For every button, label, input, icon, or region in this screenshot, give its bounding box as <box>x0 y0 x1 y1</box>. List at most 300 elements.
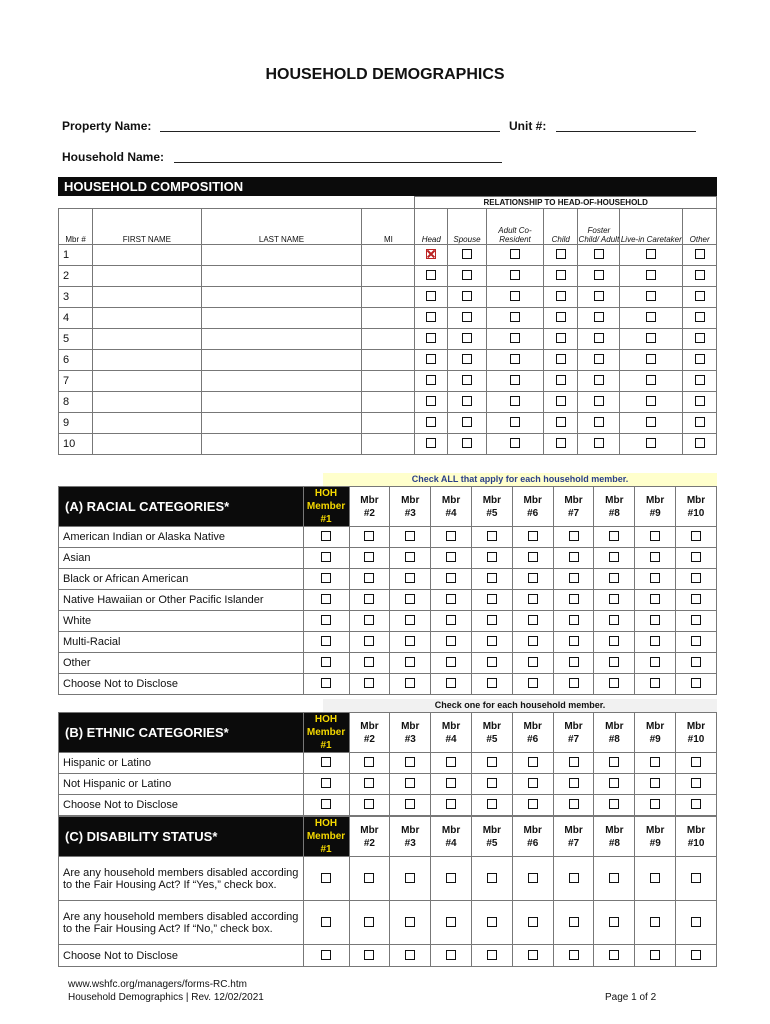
checkbox[interactable] <box>405 950 415 960</box>
checkbox[interactable] <box>528 917 538 927</box>
mbr-column <box>431 817 472 857</box>
last-name-cell[interactable] <box>201 287 362 308</box>
checkbox[interactable] <box>569 917 579 927</box>
mbr-number: #7 <box>567 733 580 745</box>
checkbox[interactable] <box>650 657 660 667</box>
checkbox[interactable] <box>487 573 497 583</box>
checkbox[interactable] <box>569 678 579 688</box>
checkbox[interactable] <box>695 291 705 301</box>
checkbox[interactable] <box>695 270 705 280</box>
checkbox[interactable] <box>426 312 436 322</box>
checkbox[interactable] <box>321 917 331 927</box>
checkbox[interactable] <box>487 594 497 604</box>
checkbox[interactable] <box>609 531 619 541</box>
mbr-number: #8 <box>608 507 620 519</box>
composition-bar <box>58 177 717 196</box>
checkbox[interactable] <box>556 375 566 385</box>
table-row <box>59 653 717 674</box>
checkbox[interactable] <box>528 615 538 625</box>
table-row <box>59 350 717 371</box>
col-rel-2: Adult Co- Resident <box>486 209 543 245</box>
checkbox[interactable] <box>569 594 579 604</box>
checkbox[interactable] <box>405 636 415 646</box>
checkbox[interactable] <box>405 573 415 583</box>
checkbox[interactable] <box>487 552 497 562</box>
checkbox[interactable] <box>364 799 374 809</box>
col-first-name: FIRST NAME <box>93 209 202 245</box>
checkbox[interactable] <box>695 312 705 322</box>
checkbox[interactable] <box>691 950 701 960</box>
row-number: 4 <box>59 308 93 329</box>
first-name-cell[interactable] <box>93 413 202 434</box>
mi-cell[interactable] <box>362 287 415 308</box>
mbr-top: Mbr <box>646 824 665 836</box>
checkbox[interactable] <box>609 799 619 809</box>
checkbox[interactable] <box>405 657 415 667</box>
row-label: Are any household members disabled according to the Fair Housing Act? If “No,” check box. <box>59 901 304 945</box>
last-name-cell[interactable] <box>201 392 362 413</box>
checkbox[interactable] <box>364 778 374 788</box>
checkbox[interactable] <box>609 657 619 667</box>
checkbox[interactable] <box>528 552 538 562</box>
checkbox[interactable] <box>650 778 660 788</box>
checkbox[interactable] <box>650 678 660 688</box>
hoh-bottom: Member #1 <box>306 501 346 525</box>
checkbox[interactable] <box>556 270 566 280</box>
checkbox[interactable] <box>364 757 374 767</box>
first-name-cell[interactable] <box>93 371 202 392</box>
mbr-top: Mbr <box>441 720 461 732</box>
racial-header: (A) RACIAL CATEGORIES* <box>59 487 304 527</box>
checkbox[interactable] <box>405 615 415 625</box>
checkbox[interactable] <box>650 552 660 562</box>
checkbox[interactable] <box>695 333 705 343</box>
checkbox[interactable] <box>594 270 604 280</box>
checkbox[interactable] <box>695 417 705 427</box>
row-number: 3 <box>59 287 93 308</box>
checkbox[interactable] <box>321 950 331 960</box>
checkbox[interactable] <box>446 615 456 625</box>
checkbox[interactable] <box>446 657 456 667</box>
mi-cell[interactable] <box>362 371 415 392</box>
checkbox[interactable] <box>426 375 436 385</box>
checkbox[interactable] <box>426 333 436 343</box>
checkbox[interactable] <box>510 417 520 427</box>
checkbox[interactable] <box>446 799 456 809</box>
row-label: Not Hispanic or Latino <box>59 774 304 795</box>
checkbox[interactable] <box>528 950 538 960</box>
checkbox[interactable] <box>569 778 579 788</box>
first-name-cell[interactable] <box>93 434 202 455</box>
checkbox[interactable] <box>462 312 472 322</box>
checkbox[interactable] <box>594 417 604 427</box>
first-name-cell[interactable] <box>93 308 202 329</box>
checkbox[interactable] <box>321 778 331 788</box>
checkbox[interactable] <box>650 636 660 646</box>
checkbox[interactable] <box>364 615 374 625</box>
checkbox[interactable] <box>609 615 619 625</box>
checkbox[interactable] <box>650 799 660 809</box>
table-row <box>59 569 717 590</box>
checkbox[interactable] <box>364 552 374 562</box>
checkbox[interactable] <box>609 917 619 927</box>
checkbox[interactable] <box>691 615 701 625</box>
checkbox[interactable] <box>462 375 472 385</box>
checkbox[interactable] <box>569 757 579 767</box>
mbr-top: Mbr <box>482 824 502 836</box>
checkbox[interactable] <box>609 552 619 562</box>
checkbox[interactable] <box>321 657 331 667</box>
checkbox[interactable] <box>650 594 660 604</box>
checkbox[interactable] <box>646 333 656 343</box>
row-label: Other <box>59 653 304 674</box>
mbr-number: #2 <box>363 837 375 849</box>
checkbox[interactable] <box>321 531 331 541</box>
table-row <box>59 753 717 774</box>
checkbox[interactable] <box>646 291 656 301</box>
checkbox[interactable] <box>594 396 604 406</box>
first-name-cell[interactable] <box>93 392 202 413</box>
checkbox[interactable] <box>609 636 619 646</box>
checkbox[interactable] <box>446 552 456 562</box>
checkbox[interactable] <box>528 757 538 767</box>
checkbox[interactable] <box>650 531 660 541</box>
mbr-top: Mbr <box>686 824 706 836</box>
last-name-cell[interactable] <box>201 266 362 287</box>
table-row <box>59 548 717 569</box>
mbr-column <box>676 487 717 527</box>
row-label: Choose Not to Disclose <box>59 795 304 816</box>
checkbox[interactable] <box>487 615 497 625</box>
mi-cell[interactable] <box>362 308 415 329</box>
mbr-number: #5 <box>486 733 498 745</box>
mbr-number: #10 <box>687 507 705 519</box>
checkbox[interactable] <box>487 873 497 883</box>
checkbox[interactable] <box>462 249 472 259</box>
checkbox[interactable] <box>510 249 520 259</box>
mbr-column <box>390 487 431 527</box>
checkbox[interactable] <box>487 657 497 667</box>
checkbox[interactable] <box>528 678 538 688</box>
checkbox[interactable] <box>556 354 566 364</box>
checkbox[interactable] <box>446 950 456 960</box>
checkbox[interactable] <box>528 594 538 604</box>
checkbox[interactable] <box>691 778 701 788</box>
household-name-field[interactable] <box>174 149 502 163</box>
mi-cell[interactable] <box>362 413 415 434</box>
checkbox[interactable] <box>594 249 604 259</box>
checkbox[interactable] <box>462 270 472 280</box>
checkbox[interactable] <box>487 531 497 541</box>
checkbox[interactable] <box>426 417 436 427</box>
checkbox[interactable] <box>569 573 579 583</box>
last-name-cell[interactable] <box>201 350 362 371</box>
mbr-column <box>349 487 390 527</box>
checkbox[interactable] <box>510 354 520 364</box>
checkbox[interactable] <box>405 531 415 541</box>
checkbox[interactable] <box>691 552 701 562</box>
checkbox[interactable] <box>405 678 415 688</box>
checkbox[interactable] <box>462 291 472 301</box>
checkbox[interactable] <box>321 552 331 562</box>
mbr-number: #4 <box>445 837 457 849</box>
table-row <box>59 434 717 455</box>
checkbox[interactable] <box>556 291 566 301</box>
checkbox[interactable] <box>646 375 656 385</box>
mbr-column <box>676 713 717 753</box>
checkbox[interactable] <box>462 396 472 406</box>
checkbox[interactable] <box>609 873 619 883</box>
checkbox[interactable] <box>321 799 331 809</box>
last-name-cell[interactable] <box>201 413 362 434</box>
checkbox[interactable] <box>405 594 415 604</box>
checkbox[interactable] <box>691 873 701 883</box>
checkbox[interactable] <box>364 531 374 541</box>
checkbox[interactable] <box>646 438 656 448</box>
checkbox[interactable] <box>594 312 604 322</box>
checkbox[interactable] <box>446 678 456 688</box>
checkbox[interactable] <box>609 573 619 583</box>
mbr-number: #2 <box>363 733 375 745</box>
checkbox[interactable] <box>594 438 604 448</box>
checkbox[interactable] <box>446 917 456 927</box>
table-row <box>59 857 717 901</box>
checkbox[interactable] <box>528 531 538 541</box>
checkbox[interactable] <box>321 757 331 767</box>
checkbox[interactable] <box>487 778 497 788</box>
unit-field[interactable] <box>556 118 696 132</box>
checkbox[interactable] <box>321 615 331 625</box>
first-name-cell[interactable] <box>93 329 202 350</box>
checkbox[interactable] <box>462 438 472 448</box>
checkbox[interactable] <box>321 594 331 604</box>
checkbox[interactable] <box>556 333 566 343</box>
mbr-top: Mbr <box>482 494 502 506</box>
checkbox[interactable] <box>609 778 619 788</box>
mbr-column <box>594 817 635 857</box>
ethnic-table <box>58 712 717 816</box>
checkbox[interactable] <box>695 354 705 364</box>
mi-cell[interactable] <box>362 434 415 455</box>
checkbox[interactable] <box>487 917 497 927</box>
checkbox[interactable] <box>691 657 701 667</box>
checkbox[interactable] <box>650 757 660 767</box>
checkbox[interactable] <box>650 573 660 583</box>
checkbox[interactable] <box>446 573 456 583</box>
checkbox[interactable] <box>446 778 456 788</box>
mbr-top: Mbr <box>523 824 542 836</box>
property-name-field[interactable] <box>160 118 500 132</box>
mbr-number: #9 <box>649 837 661 849</box>
checkbox[interactable] <box>462 417 472 427</box>
hoh-column <box>303 713 349 753</box>
first-name-cell[interactable] <box>93 287 202 308</box>
checkbox[interactable] <box>487 636 497 646</box>
checkbox[interactable] <box>594 291 604 301</box>
mbr-number: #9 <box>649 733 661 745</box>
checkbox[interactable] <box>426 354 436 364</box>
checkbox[interactable] <box>609 950 619 960</box>
row-label: Native Hawaiian or Other Pacific Islander <box>59 590 304 611</box>
checkbox[interactable] <box>528 573 538 583</box>
checkbox[interactable] <box>646 249 656 259</box>
checkbox[interactable] <box>528 636 538 646</box>
checkbox[interactable] <box>528 799 538 809</box>
checkbox[interactable] <box>321 636 331 646</box>
checkbox[interactable] <box>446 757 456 767</box>
checkbox[interactable] <box>487 678 497 688</box>
mbr-column <box>635 817 676 857</box>
checkbox[interactable] <box>528 657 538 667</box>
checkbox[interactable] <box>510 396 520 406</box>
first-name-cell[interactable] <box>93 245 202 266</box>
checkbox[interactable] <box>556 438 566 448</box>
checkbox[interactable] <box>569 950 579 960</box>
checkbox[interactable] <box>528 873 538 883</box>
checkbox[interactable] <box>646 396 656 406</box>
checkbox[interactable] <box>487 950 497 960</box>
checkbox[interactable] <box>569 873 579 883</box>
mbr-number: #6 <box>527 733 539 745</box>
checkbox[interactable] <box>426 438 436 448</box>
checkbox[interactable] <box>446 873 456 883</box>
checkbox[interactable] <box>609 757 619 767</box>
hoh-column <box>303 817 349 857</box>
checkbox[interactable] <box>691 636 701 646</box>
checkbox[interactable] <box>510 291 520 301</box>
mbr-top: Mbr <box>360 824 379 836</box>
checkbox[interactable] <box>650 615 660 625</box>
checkbox[interactable] <box>510 312 520 322</box>
last-name-cell[interactable] <box>201 371 362 392</box>
checkbox[interactable] <box>426 270 436 280</box>
checkbox[interactable] <box>691 757 701 767</box>
last-name-cell[interactable] <box>201 434 362 455</box>
hoh-top: HOH <box>314 818 338 829</box>
checkbox[interactable] <box>446 636 456 646</box>
checkbox[interactable] <box>594 375 604 385</box>
mbr-number: #5 <box>486 837 498 849</box>
checkbox[interactable] <box>556 417 566 427</box>
checkbox[interactable] <box>691 531 701 541</box>
mbr-column <box>676 817 717 857</box>
checkbox[interactable] <box>569 615 579 625</box>
checkbox[interactable] <box>528 778 538 788</box>
checkbox[interactable] <box>569 799 579 809</box>
checkbox[interactable] <box>569 636 579 646</box>
first-name-cell[interactable] <box>93 266 202 287</box>
checkbox[interactable] <box>364 594 374 604</box>
checkbox[interactable] <box>426 291 436 301</box>
checkbox[interactable] <box>446 594 456 604</box>
checkbox[interactable] <box>510 375 520 385</box>
checkbox[interactable] <box>695 438 705 448</box>
checkbox[interactable] <box>646 354 656 364</box>
checkbox[interactable] <box>646 270 656 280</box>
checkbox[interactable] <box>556 312 566 322</box>
checkbox[interactable] <box>695 396 705 406</box>
checkbox[interactable] <box>321 573 331 583</box>
checkbox[interactable] <box>650 917 660 927</box>
checkbox[interactable] <box>405 873 415 883</box>
checkbox[interactable] <box>691 594 701 604</box>
mbr-column <box>553 713 594 753</box>
checkbox[interactable] <box>594 333 604 343</box>
checkbox[interactable] <box>321 678 331 688</box>
checkbox[interactable] <box>405 917 415 927</box>
checkbox[interactable] <box>594 354 604 364</box>
last-name-cell[interactable] <box>201 245 362 266</box>
table-row <box>59 774 717 795</box>
checkbox[interactable] <box>569 531 579 541</box>
checkbox[interactable] <box>569 552 579 562</box>
mbr-top: Mbr <box>645 720 665 732</box>
checkbox[interactable] <box>426 396 436 406</box>
checkbox[interactable] <box>487 757 497 767</box>
checkbox[interactable] <box>691 573 701 583</box>
checkbox[interactable] <box>691 799 701 809</box>
checkbox[interactable] <box>405 552 415 562</box>
checkbox[interactable] <box>405 799 415 809</box>
checkbox[interactable] <box>695 249 705 259</box>
checkbox[interactable] <box>364 573 374 583</box>
disability-header: (C) DISABILITY STATUS* <box>59 817 304 857</box>
checkbox[interactable] <box>695 375 705 385</box>
mi-cell[interactable] <box>362 392 415 413</box>
checkbox[interactable] <box>646 417 656 427</box>
hoh-top: HOH <box>314 714 338 725</box>
checkbox[interactable] <box>462 354 472 364</box>
checkbox[interactable] <box>510 270 520 280</box>
checkbox[interactable] <box>691 678 701 688</box>
checkbox[interactable] <box>405 778 415 788</box>
checkbox[interactable] <box>609 678 619 688</box>
table-row <box>59 901 717 945</box>
checkbox[interactable] <box>556 249 566 259</box>
mi-cell[interactable] <box>362 350 415 371</box>
last-name-cell[interactable] <box>201 329 362 350</box>
checkbox[interactable] <box>364 950 374 960</box>
checkbox[interactable] <box>462 333 472 343</box>
mi-cell[interactable] <box>362 266 415 287</box>
last-name-cell[interactable] <box>201 308 362 329</box>
checkbox[interactable] <box>364 636 374 646</box>
mi-cell[interactable] <box>362 329 415 350</box>
checkbox[interactable] <box>405 757 415 767</box>
checkbox[interactable] <box>556 396 566 406</box>
row-label: White <box>59 611 304 632</box>
checkbox[interactable] <box>364 873 374 883</box>
checkbox[interactable] <box>569 657 579 667</box>
checkbox[interactable] <box>364 657 374 667</box>
checkbox[interactable] <box>650 950 660 960</box>
checkbox[interactable] <box>650 873 660 883</box>
checkbox[interactable] <box>364 678 374 688</box>
checkbox[interactable] <box>426 249 436 259</box>
table-row <box>59 287 717 308</box>
checkbox[interactable] <box>646 312 656 322</box>
checkbox[interactable] <box>364 917 374 927</box>
checkbox[interactable] <box>446 531 456 541</box>
checkbox[interactable] <box>510 333 520 343</box>
mi-cell[interactable] <box>362 245 415 266</box>
checkbox[interactable] <box>321 873 331 883</box>
checkbox[interactable] <box>691 917 701 927</box>
checkbox[interactable] <box>510 438 520 448</box>
checkbox[interactable] <box>487 799 497 809</box>
checkbox[interactable] <box>609 594 619 604</box>
first-name-cell[interactable] <box>93 350 202 371</box>
